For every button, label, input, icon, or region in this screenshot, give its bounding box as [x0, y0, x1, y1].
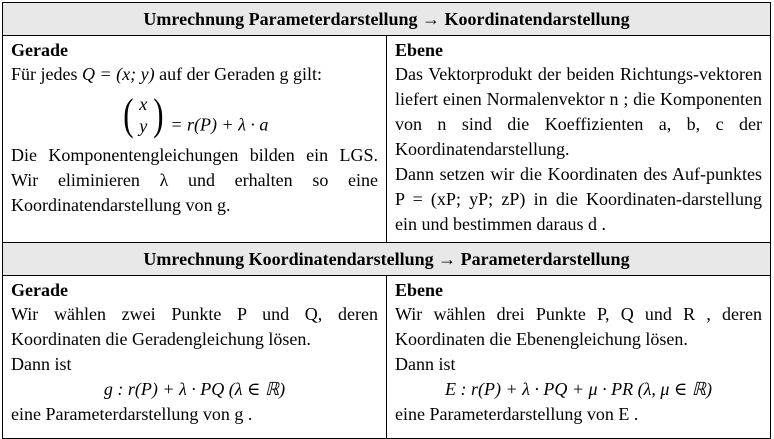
section2-gerade-title: Gerade [11, 280, 68, 300]
section1-ebene-para2: Dann setzen wir die Koordinaten des Auf-punktes P = (xP; yP; zP) in die Koordinaten-darstellung ein und bestimmen daraus d . [395, 164, 762, 234]
section1-ebene-title: Ebene [395, 40, 444, 60]
coordinate-vector: ( x y ) [122, 90, 164, 139]
section2-ebene-title: Ebene [395, 280, 444, 300]
section2-ebene-formula: E : r(P) + λ · PQ + μ · PR (λ, μ ∈ ℝ) [445, 379, 712, 399]
section1-header: Umrechnung Parameterdarstellung → Koordinatendarstellung [3, 3, 771, 36]
section2-header-row [3, 243, 771, 276]
conversion-table [2, 2, 771, 439]
section2-content-row [3, 276, 771, 439]
section2-ebene-dann: Dann ist [395, 354, 456, 374]
section2-ebene-para: Wir wählen drei Punkte P, Q und R , deren Koordinaten die Ebenengleichung lösen. [395, 304, 762, 349]
section2-gerade-cell [3, 276, 387, 439]
section1-content-row [3, 36, 771, 243]
section1-header-row [3, 3, 771, 36]
section2-ebene-tail: eine Parameterdarstellung von E . [395, 404, 639, 424]
section1-gerade-para: Die Komponentengleichungen bilden ein LGS. Wir eliminieren λ und erhalten so eine Koordinatendarstellung von g. [11, 145, 378, 216]
section1-gerade-cell [3, 36, 387, 243]
section2-gerade-tail: eine Parameterdarstellung von g . [11, 404, 253, 424]
section2-header: Umrechnung Koordinatendarstellung → Parameterdarstellung [3, 243, 771, 276]
section2-gerade-dann: Dann ist [11, 354, 72, 374]
section2-gerade-formula: g : r(P) + λ · PQ (λ ∈ ℝ) [103, 379, 286, 399]
section1-gerade-line1: Für jedes Q = (x; y) auf der Geraden g gilt: [11, 64, 323, 84]
formula-rhs: = r(P) + λ · a [170, 114, 269, 135]
section1-gerade-title: Gerade [11, 40, 68, 60]
section1-gerade-formula [11, 90, 378, 139]
section2-ebene-cell [387, 276, 771, 439]
section1-ebene-para1: Das Vektorprodukt der beiden Richtungs-vektoren liefert einen Normalenvektor n ; die Komponenten von n sind die Koeffizienten a, b, c der Koordinatendarstellung. [395, 64, 762, 159]
section1-ebene-cell [387, 36, 771, 243]
section2-gerade-para: Wir wählen zwei Punkte P und Q, deren Koordinaten die Geradengleichung lösen. [11, 304, 378, 349]
